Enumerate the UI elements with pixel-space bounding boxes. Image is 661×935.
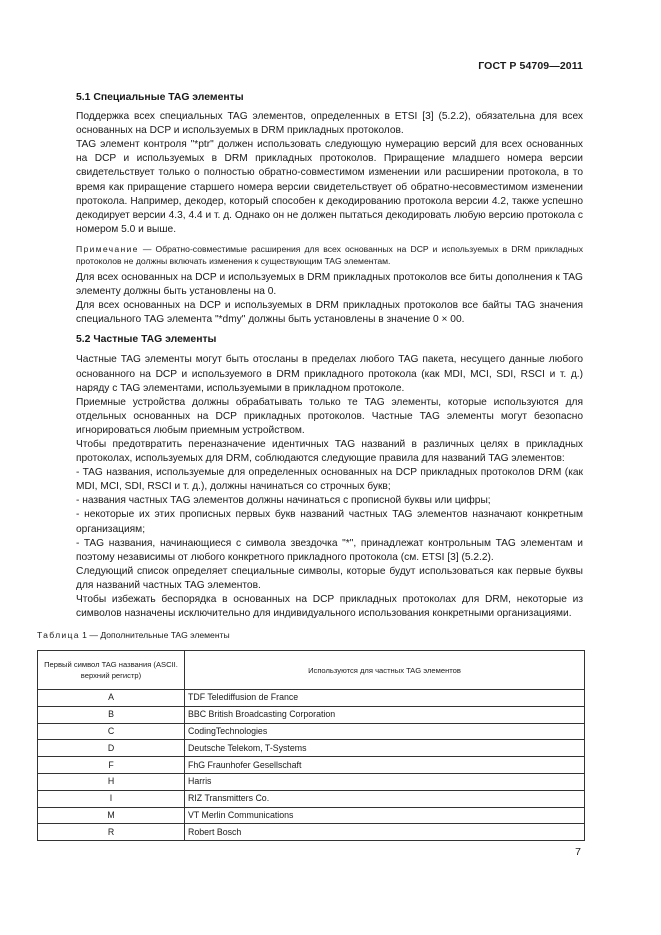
section-heading-5-2: 5.2 Частные TAG элементы — [76, 334, 217, 346]
organization-cell: Deutsche Telekom, T-Systems — [185, 740, 585, 757]
rule-item: - TAG названия, используемые для определенных основанных на DCP прикладных протоколов DRM (как MDI, MCI, SDI, RSCI и т. д.), должны начинаться со строчных букв; — [76, 467, 583, 493]
tag-symbol-cell: M — [38, 807, 185, 824]
table-row — [38, 807, 585, 824]
tag-symbol-cell: R — [38, 824, 185, 841]
organization-cell: RIZ Transmitters Co. — [185, 790, 585, 807]
paragraph: Следующий список определяет специальные символы, которые будут использоваться как первые буквы для названий частных TAG элементов. — [76, 565, 583, 591]
organization-cell: CodingTechnologies — [185, 723, 585, 740]
paragraph: Для всех основанных на DCP и используемых в DRM прикладных протоколов все биты дополнения к TAG элементу должны быть установлены на 0. — [76, 271, 583, 298]
main-content — [76, 91, 583, 621]
table-caption: Таблица 1 — Дополнительные TAG элементы — [37, 630, 230, 640]
organization-cell: TDF Telediffusion de France — [185, 690, 585, 707]
organization-cell: VT Merlin Communications — [185, 807, 585, 824]
paragraph: Чтобы избежать беспорядка в основанных на DCP прикладных протоколах для DRM, некоторые из символов назначены исключительно для индивидуального использования конкретными организациями. — [76, 594, 583, 620]
table-row — [38, 773, 585, 790]
tag-symbol-cell: C — [38, 723, 185, 740]
note: Примечание — Обратно-совместимые расширения для всех основанных на DCP и используемых в DRM прикладных протоколов не должны включать изменения к существующим TAG элементам. — [76, 243, 583, 266]
rule-item: - TAG названия, начинающиеся с символа звездочка "*", принадлежат контрольным TAG элементам и поэтому независимы от любого конкретного прикладного протокола (см. ETSI [3] (5.2.2). — [76, 537, 583, 563]
table-row — [38, 757, 585, 774]
table-row — [38, 706, 585, 723]
tag-symbol-cell: D — [38, 740, 185, 757]
table-row — [38, 723, 585, 740]
paragraph: Частные TAG элементы могут быть отосланы в пределах любого TAG пакета, несущего данные любого основанного на DCP и используемого в DRM прикладного протокола (как MDI, MCI, SDI, RSCI и т. д.) наряду с TAG элементами, используемыми в прикладном протоколе. — [76, 354, 583, 394]
paragraph: Приемные устройства должны обрабатывать только те TAG элементы, которые используются для отдельных основанных на DCP прикладных протоколов. Частные TAG элементы могут безопасно игнорироваться любым приемным устройством. — [76, 396, 583, 436]
tag-symbol-cell: I — [38, 790, 185, 807]
rule-item: - названия частных TAG элементов должны начинаться с прописной буквы или цифры; — [76, 495, 491, 507]
table-row — [38, 824, 585, 841]
document-id-header: ГОСТ Р 54709—2011 — [478, 60, 583, 72]
organization-cell: Harris — [185, 773, 585, 790]
tag-symbol-cell: B — [38, 706, 185, 723]
paragraph: Для всех основанных на DCP и используемых в DRM прикладных протоколов все байты TAG значения специального TAG элемента "*dmy" должны быть установлены в значение 0 × 00. — [76, 300, 583, 326]
tag-symbol-cell: H — [38, 773, 185, 790]
table-row — [38, 690, 585, 707]
organization-cell: BBC British Broadcasting Corporation — [185, 706, 585, 723]
tag-symbol-cell: F — [38, 757, 185, 774]
tag-symbol-cell: A — [38, 690, 185, 707]
table-header-row — [38, 651, 585, 690]
paragraph: TAG элемент контроля "*ptr" должен использовать следующую нумерацию версий для всех основанных на DCP и используемых в DRM прикладных протоколов. Приращение младшего номера версии свидетельствует только о полностью обратно-совместимом изменении или расширении протокола, в то время как приращение старшего номера версии свидетельствует об обратно-несовместимом изменении протокола. Например, декодер, который способен к декодированию протокола версии 4.2, также успешно декодирует версии 4.3, 4.4 и т. д. Однако он не должен пытаться декодировать любую версию протокола с номером 5.0 и выше. — [76, 139, 583, 235]
table-row — [38, 790, 585, 807]
column-header-symbol: Первый символ TAG названия (ASCII. верхний регистр) — [38, 651, 185, 690]
section-heading-5-1: 5.1 Специальные TAG элементы — [76, 92, 244, 103]
page-number: 7 — [575, 846, 581, 858]
column-header-usage: Используются для частных TAG элементов — [185, 651, 585, 690]
organization-cell: Robert Bosch — [185, 824, 585, 841]
rule-item: - некоторые их этих прописных первых букв названий частных TAG элементов назначают конкретным организациям; — [76, 509, 583, 535]
tag-elements-table — [37, 650, 585, 841]
paragraph: Поддержка всех специальных TAG элементов, определенных в ETSI [3] (5.2.2), обязательна для всех основанных на DCP и используемых в DRM прикладных протоколов. — [76, 111, 583, 137]
paragraph: Чтобы предотвратить переназначение идентичных TAG названий в различных целях в прикладных протоколах, используемых для DRM, соблюдаются следующие правила для названий TAG элементов: — [76, 438, 583, 465]
table-row — [38, 740, 585, 757]
organization-cell: FhG Fraunhofer Gesellschaft — [185, 757, 585, 774]
